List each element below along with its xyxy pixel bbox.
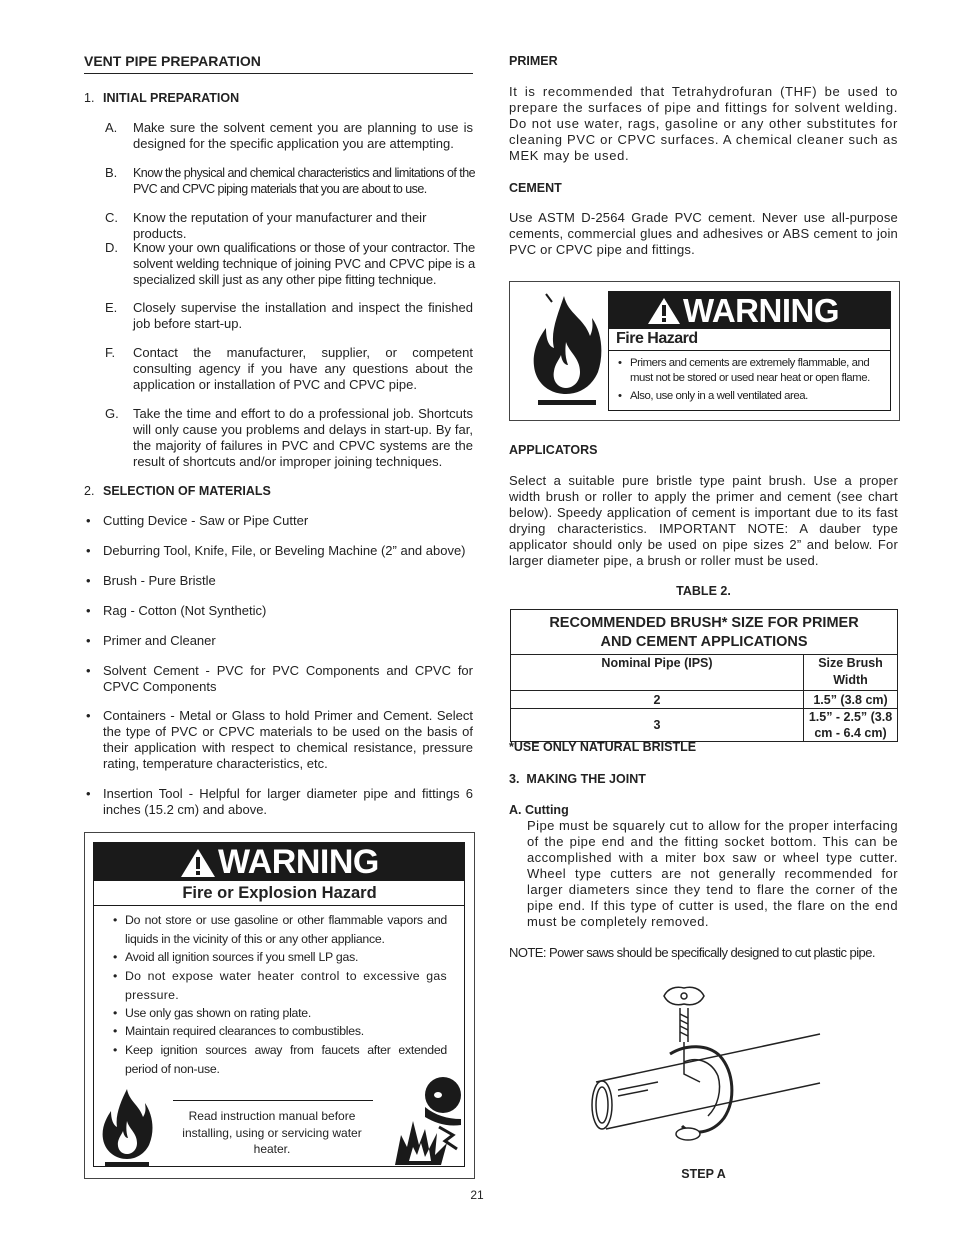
primer-heading: PRIMER [509, 54, 558, 68]
item-text: Closely supervise the installation and inspect the finished job before start-up. [133, 300, 473, 331]
table-label: TABLE 2. [676, 584, 731, 598]
list-item: Solvent Cement - PVC for PVC Components and CPVC for CPVC Components [103, 663, 473, 694]
table-title-line: RECOMMENDED BRUSH* SIZE FOR PRIMER [549, 615, 859, 631]
applicators-text: Select a suitable pure bristle type paint brush. Use a proper width brush or roller to apply the primer and cement (see chart below). Speedy application of cement is important due to its fast drying characteristics. IMPORTANT NOTE: A dauber type applicator should only be used on pipe sizes 2” and below. For larger diameter pipe, a brush or roller must be used. [509, 473, 898, 568]
step-label: STEP A [681, 1167, 726, 1181]
item-text: Know your own qualifications or those of your contractor. The solvent welding technique of joining PVC and CPVC pipe is a specialized skill just as any other pipe fitting technique. [133, 240, 475, 287]
read-manual-note: Read instruction manual before installing, using or servicing water heater. [182, 1109, 362, 1156]
table-cell: 2 [511, 691, 804, 709]
subsection-title: . MAKING THE JOINT [516, 772, 646, 786]
warning-divider [609, 350, 891, 351]
list-item: Containers - Metal or Glass to hold Primer and Cement. Select the type of PVC or CPVC materials to be used on the basis of their application with respect to chemical resistance, pressure rating, temperature characteristics, etc. [103, 708, 473, 771]
item-label: D. [105, 240, 118, 255]
bullet-icon: • [113, 1006, 118, 1020]
list-item: Cutting Device - Saw or Pipe Cutter [103, 513, 309, 528]
item-text: Take the time and effort to do a professional job. Shortcuts will only cause you problems and delays in start-up. By far, the majority of failures in PVC and CPVC systems are the result of shortcuts and/or improper joining techniques. [133, 406, 473, 469]
item-label: A. [105, 120, 118, 135]
bullet-icon: • [86, 543, 91, 558]
flame-icon [528, 292, 604, 410]
brush-size-table [510, 609, 898, 742]
warning-item: Maintain required clearances to combustibles. [125, 1024, 364, 1038]
item-label: G. [105, 406, 119, 421]
flame-icon [99, 1087, 155, 1169]
item-text: Know the physical and chemical characteristics and limitations of the PVC and CPVC piping materials that you are about to use. [133, 166, 475, 196]
warning-box-fire-explosion [84, 832, 475, 1179]
bullet-icon: • [113, 1024, 118, 1038]
bullet-icon: • [86, 633, 91, 648]
warning-triangle-icon [647, 297, 681, 325]
table-header: Size Brush Width [804, 655, 898, 691]
warning-item: Avoid all ignition sources if you smell LP gas. [125, 950, 359, 964]
bullet-icon: • [618, 390, 622, 402]
cement-text: Use ASTM D-2564 Grade PVC cement. Never use all-purpose cements, commercial glues and adhesives or ABS cement to join PVC or CPVC pipe and fittings. [509, 210, 898, 257]
warning-item: Keep ignition sources away from faucets after extended period of non-use. [125, 1043, 447, 1076]
subsection-number: 1. [84, 91, 95, 105]
item-label: C. [105, 210, 118, 225]
warning-subtitle: Fire Hazard [616, 330, 698, 347]
subsection-number: 2. [84, 484, 95, 498]
bullet-icon: • [113, 1043, 118, 1057]
table-cell: 3 [511, 709, 804, 742]
section-title: VENT PIPE PREPARATION [84, 53, 261, 69]
cement-heading: CEMENT [509, 181, 562, 195]
bullet-icon: • [86, 663, 91, 678]
subsection-title: SELECTION OF MATERIALS [103, 484, 271, 498]
bullet-icon: • [86, 708, 91, 723]
title-rule [84, 73, 473, 74]
warning-banner [609, 292, 891, 329]
bullet-icon: • [113, 969, 118, 983]
bullet-icon: • [113, 950, 118, 964]
bullet-icon: • [113, 913, 118, 927]
warning-banner [94, 843, 465, 881]
primer-text: It is recommended that Tetrahydrofuran (THF) be used to prepare the surfaces of pipe and fittings for solvent welding. Do not use water, rags, gasoline or any other substitutes for cleaning PVC or CPVC surfaces. A chemical cleaner such as MEK may be used. [509, 84, 898, 163]
item-label: E. [105, 300, 118, 315]
item-text: Know the reputation of your manufacturer and their products. [133, 210, 427, 241]
table-title [511, 610, 898, 655]
list-item: Rag - Cotton (Not Synthetic) [103, 603, 267, 618]
list-item: Deburring Tool, Knife, File, or Beveling Machine (2” and above) [103, 543, 466, 558]
warning-subtitle: Fire or Explosion Hazard [182, 884, 377, 902]
cutting-heading: A. Cutting [509, 803, 569, 817]
table-footnote: *USE ONLY NATURAL BRISTLE [509, 740, 697, 754]
warning-item: Also, use only in a well ventilated area. [630, 390, 808, 402]
table-header: Nominal Pipe (IPS) [511, 655, 804, 691]
bullet-icon: • [86, 573, 91, 588]
warning-item: Use only gas shown on rating plate. [125, 1006, 312, 1020]
warning-title: WARNING [683, 292, 839, 329]
note-rule [173, 1100, 373, 1101]
warning-item: Do not store or use gasoline or other flammable vapors and liquids in the vicinity of this or any other appliance. [125, 913, 447, 946]
warning-title: WARNING [218, 843, 379, 881]
bullet-icon: • [86, 513, 91, 528]
bullet-icon: • [86, 603, 91, 618]
list-item: Primer and Cleaner [103, 633, 216, 648]
bullet-icon: • [86, 786, 91, 801]
list-item: Brush - Pure Bristle [103, 573, 216, 588]
pipe-cutter-illustration [588, 982, 830, 1162]
list-item: Insertion Tool - Helpful for larger diameter pipe and fittings 6 inches (15.2 cm) and above. [103, 786, 473, 817]
explosion-icon [391, 1075, 467, 1167]
subsection-number: 3 [509, 772, 516, 786]
cutting-text: Pipe must be squarely cut to allow for the proper interfacing of the pipe end and the fitting socket bottom. This can be accomplished with a miter box saw or wheel type cutter. Wheel type cutters are not generally recommended for larger diameters since they tend to flare the corner of the pipe end. If this type of cutter is used, the flare on the end must be completely removed. [527, 818, 898, 929]
page-number: 21 [470, 1188, 484, 1202]
item-text: Make sure the solvent cement you are planning to use is designed for the specific application you are attempting. [133, 120, 473, 151]
applicators-heading: APPLICATORS [509, 443, 598, 457]
item-label: B. [105, 165, 118, 180]
subsection-title: INITIAL PREPARATION [103, 91, 240, 105]
power-saw-note: NOTE: Power saws should be specifically designed to cut plastic pipe. [509, 945, 875, 960]
warning-item: Do not expose water heater control to excessive gas pressure. [125, 969, 447, 1002]
table-cell: 1.5” - 2.5” (3.8 cm - 6.4 cm) [804, 709, 898, 742]
item-label: F. [105, 345, 116, 360]
item-text: Contact the manufacturer, supplier, or competent consulting agency if you have any questions about the application or installation of PVC and CPVC pipe. [133, 345, 473, 392]
warning-divider [94, 905, 465, 906]
table-title-line: AND CEMENT APPLICATIONS [600, 634, 808, 650]
warning-triangle-icon [180, 848, 216, 878]
warning-box-fire-hazard [509, 281, 900, 421]
bullet-icon: • [618, 357, 622, 369]
warning-item: Primers and cements are extremely flammable, and must not be stored or used near heat or open flame. [630, 357, 870, 384]
table-cell: 1.5” (3.8 cm) [804, 691, 898, 709]
